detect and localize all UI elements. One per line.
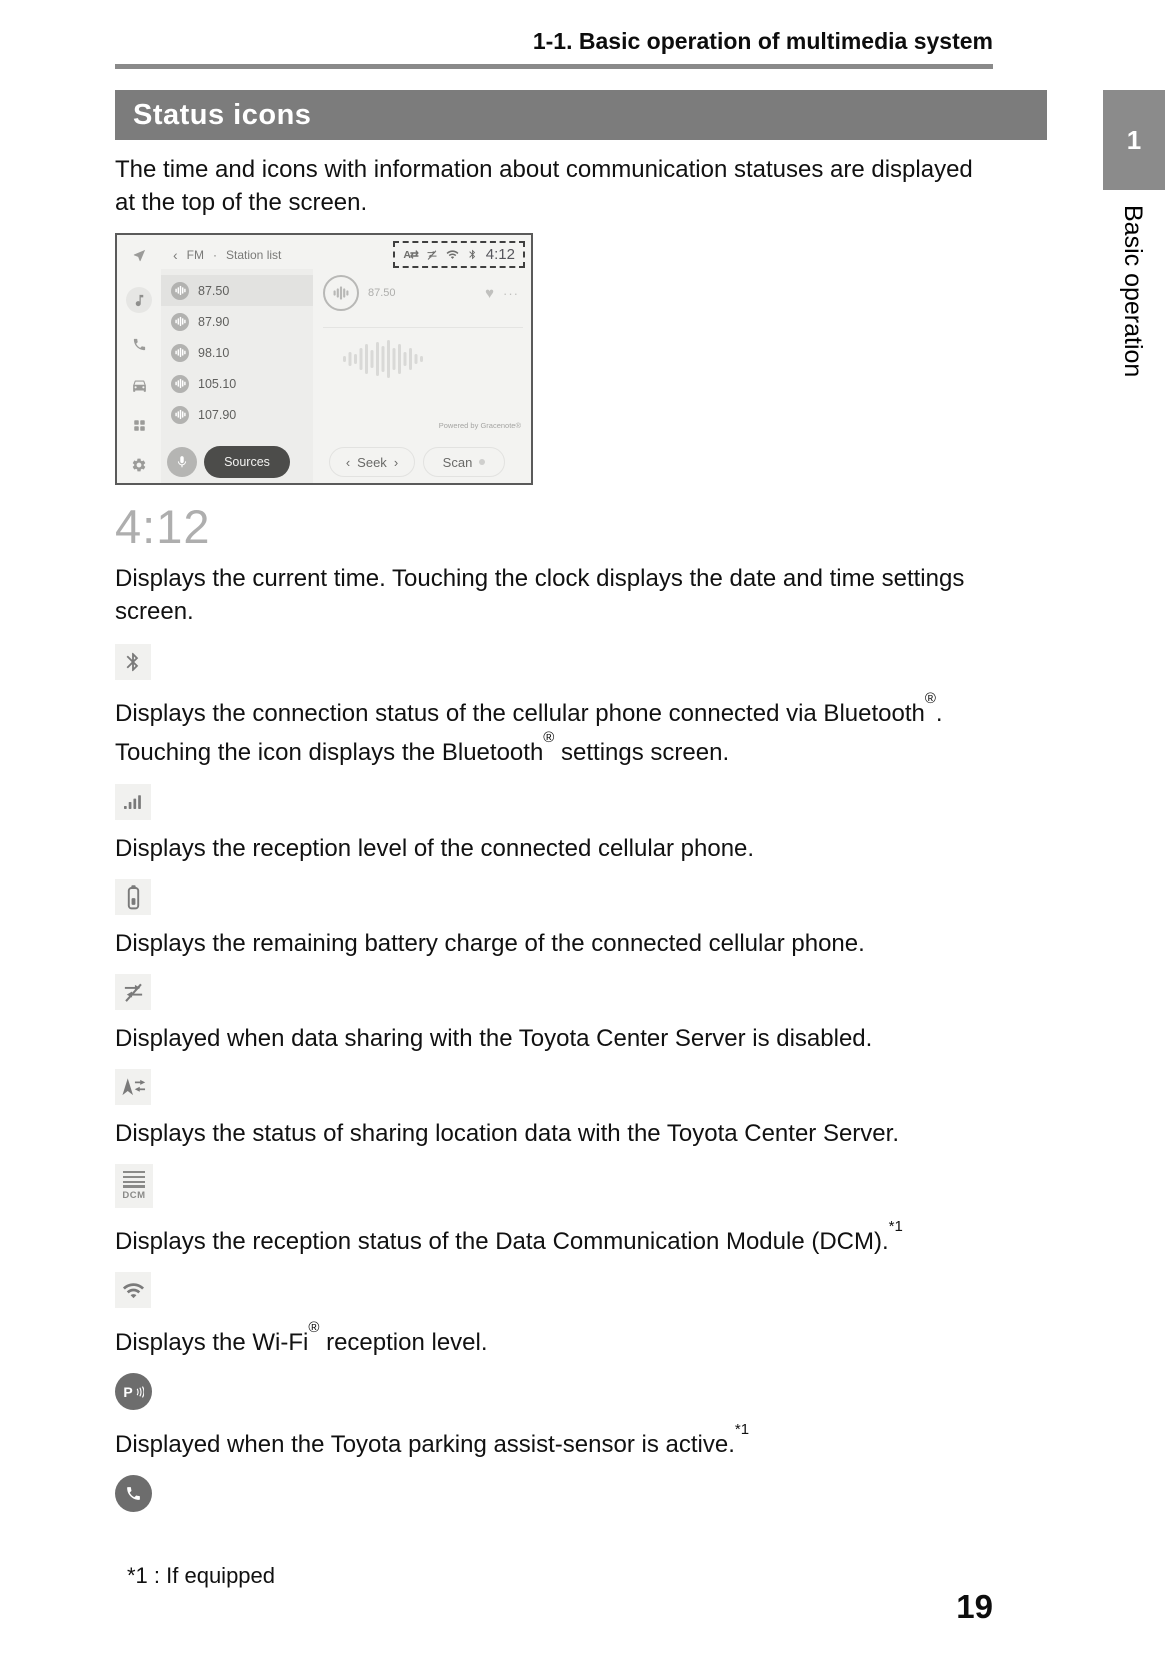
phone-icon [115, 1475, 152, 1512]
station-icon [171, 375, 189, 393]
multimedia-screenshot [115, 233, 533, 485]
bluetooth-description [115, 691, 999, 769]
dcm-icon [115, 1164, 153, 1208]
sources-button: Sources [204, 446, 290, 478]
wifi-icon [115, 1272, 151, 1308]
station-frequency: 87.90 [198, 314, 230, 329]
apps-grid-icon [132, 418, 147, 433]
station-frequency: 105.10 [198, 376, 237, 391]
section-title: Status icons [133, 98, 312, 131]
location-share-mini-icon: A⇄ [403, 248, 418, 261]
signal-strength-icon [115, 784, 151, 820]
location-arrow-icon [132, 248, 147, 263]
station-row [161, 368, 313, 399]
parking-letter: P [123, 1383, 133, 1400]
station-icon [171, 282, 189, 300]
car-icon [131, 377, 148, 394]
more-options-icon: ··· [503, 285, 519, 301]
footnote-sup: *1 [734, 1421, 750, 1438]
wifi-mini-icon [446, 248, 459, 261]
header-rule [115, 64, 993, 69]
footnote-sup: *1 [888, 1218, 903, 1235]
section-intro: The time and icons with information about communication statuses are displayed at the top of the screen. [115, 156, 973, 216]
mic-icon [167, 447, 197, 477]
chapter-header: 1-1. Basic operation of multimedia system [532, 28, 993, 54]
station-row [161, 337, 313, 368]
screenshot-breadcrumb [173, 247, 281, 263]
station-row [161, 275, 313, 306]
battery-icon [115, 879, 151, 915]
dcm-line [123, 1181, 145, 1184]
registered-sup: ® [308, 1319, 320, 1336]
bluetooth-desc-text: Displays the connection status of the cellular phone connected via Bluetooth [115, 700, 925, 727]
station-list-label: Station list [226, 248, 282, 262]
station-icon [171, 313, 189, 331]
footnote: *1 : If equipped [127, 1563, 276, 1588]
wifi-description [115, 1320, 999, 1359]
scan-dot-icon [479, 459, 485, 465]
now-playing-row [323, 275, 523, 311]
location-sharing-description: Displays the status of sharing location data with the Toyota Center Server. [115, 1120, 899, 1147]
screenshot-sidebar [117, 235, 161, 483]
sonar-waves-icon [136, 1385, 144, 1399]
registered-sup: ® [924, 690, 936, 707]
station-row [161, 306, 313, 337]
clock-description: Displays the current time. Touching the clock displays the date and time settings screen. [115, 565, 965, 625]
battery-description: Displays the remaining battery charge of the connected cellular phone. [115, 930, 865, 957]
dcm-description [115, 1219, 999, 1258]
scan-button [423, 447, 505, 477]
parking-desc-text: Displayed when the Toyota parking assist-sensor is active. [115, 1431, 735, 1458]
chapter-tab: 1 [1103, 90, 1165, 190]
station-icon [171, 344, 189, 362]
station-frequency: 107.90 [198, 407, 237, 422]
signal-description: Displays the reception level of the connected cellular phone. [115, 835, 755, 862]
audio-waveform [343, 337, 429, 381]
now-playing-station-icon [323, 275, 359, 311]
parking-assist-icon [115, 1373, 152, 1410]
dcm-line [123, 1171, 145, 1174]
dcm-line [123, 1185, 145, 1188]
section-title-bar [115, 90, 1047, 140]
chapter-side-label: Basic operation [1119, 205, 1147, 378]
seek-button [329, 447, 415, 477]
bluetooth-desc-text: settings screen. [554, 739, 730, 766]
station-frequency: 98.10 [198, 345, 230, 360]
seek-prev-chevron: ‹ [345, 454, 351, 470]
bluetooth-icon [115, 644, 151, 680]
screenshot-bottom-left [167, 446, 290, 478]
bluetooth-desc-text: . Touching the icon displays the Bluetooth [115, 700, 943, 766]
clock-display: 4:12 [485, 246, 515, 263]
wifi-desc-text: Displays the Wi-Fi [115, 1329, 309, 1356]
station-icon [171, 406, 189, 424]
breadcrumb-sep: · [213, 248, 217, 262]
main-column [115, 28, 1047, 1512]
seek-next-chevron: › [393, 454, 399, 470]
scan-label: Scan [442, 454, 473, 470]
music-note-icon [126, 287, 152, 313]
gear-icon [131, 457, 147, 473]
page-number: 19 [956, 1588, 993, 1625]
now-playing-divider [323, 327, 523, 328]
registered-sup: ® [543, 729, 555, 746]
clock-sample: 4:12 [115, 500, 211, 553]
source-label: FM [186, 248, 204, 262]
data-sharing-disabled-icon [115, 974, 151, 1010]
station-frequency: 87.50 [198, 283, 230, 298]
data-disabled-mini-icon [426, 249, 438, 261]
seek-label: Seek [357, 454, 387, 470]
gracenote-credit: Powered by Gracenote® [438, 421, 521, 430]
location-sharing-icon [115, 1069, 151, 1105]
back-chevron-icon: ‹ [173, 247, 178, 263]
dcm-icon-label: DCM [122, 1190, 146, 1202]
favorite-heart-icon: ♥ [485, 284, 494, 302]
station-row [161, 399, 313, 430]
wifi-desc-text: reception level. [319, 1329, 488, 1356]
now-playing-frequency: 87.50 [368, 287, 396, 299]
bluetooth-mini-icon [467, 249, 478, 260]
dcm-line [123, 1176, 145, 1179]
status-icons-callout [393, 241, 525, 268]
parking-assist-description [115, 1422, 999, 1461]
dcm-desc-text: Displays the reception status of the Data Communication Module (DCM). [115, 1228, 889, 1255]
phone-sidebar-icon [132, 337, 147, 352]
data-sharing-disabled-description: Displayed when data sharing with the Toyota Center Server is disabled. [115, 1025, 873, 1052]
